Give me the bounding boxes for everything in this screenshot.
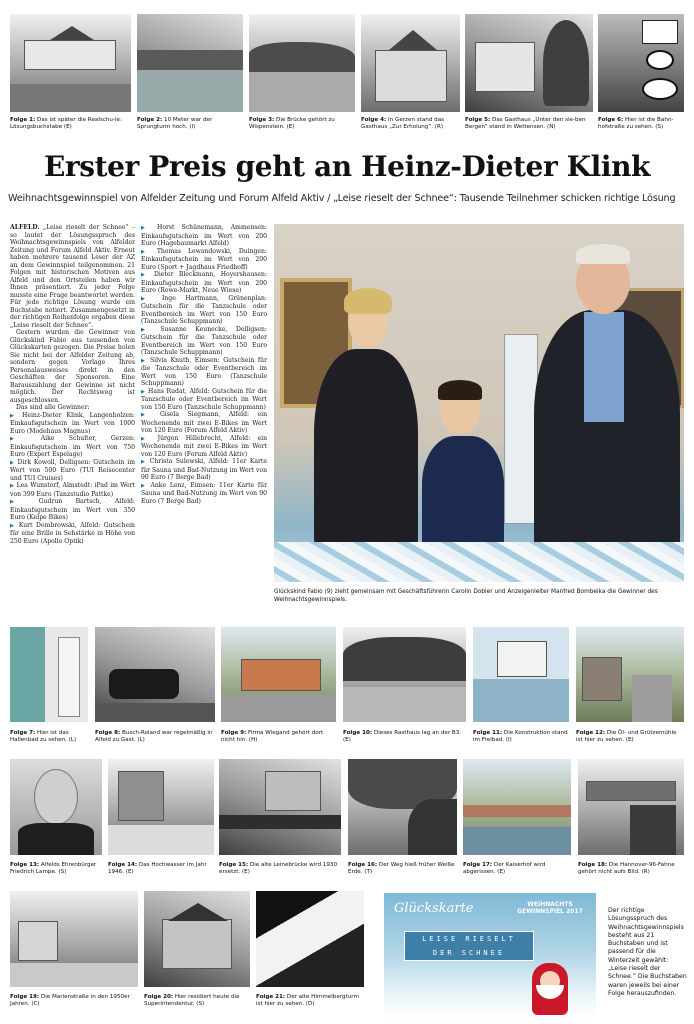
winner-entry: ▶ Hans Rudat, Alfeld: Gutschein für die Tanzschule oder Eventbereich im Wert von 150 Euro (Tanzschule Schuppmann) [141, 387, 267, 411]
winner-entry: ▶ Heinz-Dieter Klink, Langenholzen: Einkaufsgutschein im Wert von 1000 Euro (Modehaus Magnus) [10, 411, 135, 435]
winner-entry: ▶ Susanne Keunecke, Delligsen: Gutschein für die Tanzschule oder Eventbereich im Wert von 150 Euro (Tanzschule Schuppmann) [141, 325, 267, 356]
card-solution-field: LEISE RIESELT DER SCHNEE [404, 931, 534, 961]
winner-entry: ▶ Christa Sulewski, Alfeld: 11er Karte für Sauna und Bad-Nutzung im Wert von 90 Euro (7 Berge Bad) [141, 458, 267, 481]
caption-folge-16: Folge 16: Der Weg hieß früher Weiße Erde. (T) [348, 862, 455, 876]
winner-entry: ▶ Thomas Lewandowski, Duingen: Einkaufsgutschein im Wert von 200 Euro (Sport + Jagdhaus Friedhoff) [141, 247, 267, 271]
winner-entry: ▶ Kurt Dombrowski, Alfeld: Gutschein für eine Brille in Sehstärke in Höhe von 250 Euro (Apollo Optik) [10, 521, 135, 545]
photo-folge-20 [144, 891, 250, 987]
main-photo-winner-draw [274, 224, 684, 582]
subheadline: Weihnachtsgewinnspiel von Alfelder Zeitung und Forum Alfeld Aktiv / „Leise rieselt der Schnee“: Tausende Teilnehmer schicken richtige Lösung [8, 193, 676, 204]
card-badge: WEIHNACHTS GEWINNSPIEL 2017 [517, 901, 583, 915]
winner-entry: ▶ Gudrun Bartsch, Alfeld: Einkaufsgutschein im Wert von 350 Euro (Kelpe Bikes) [10, 498, 135, 521]
photo-folge-13 [10, 759, 102, 855]
photo-folge-14 [108, 759, 214, 855]
photo-folge-1 [10, 14, 131, 112]
winner-entry: ▶ Anke Lenz, Eimsen: 11er Karte für Sauna und Bad-Nutzung im Wert von 90 Euro (7 Berge Bad) [141, 481, 267, 505]
winner-entry: ▶ Gisela Siegmann, Alfeld: ein Wochenende mit zwei E-Bikes im Wert von 120 Euro (Forum Alfeld Aktiv) [141, 411, 267, 434]
photo-folge-8 [95, 627, 215, 722]
photo-folge-19 [10, 891, 138, 987]
santa-illustration [532, 963, 568, 1015]
bookshelf [504, 334, 538, 524]
photo-folge-4 [361, 14, 460, 112]
headline: Erster Preis geht an Heinz-Dieter Klink [43, 150, 651, 183]
photo-folge-12 [576, 627, 684, 722]
caption-folge-6: Folge 6: Hier ist die Bahn-hofstraße zu sehen. (S) [598, 117, 674, 131]
caption-folge-18: Folge 18: Die Hannover-96-Fahne gehört nicht aufs Bild. (R) [578, 862, 675, 876]
main-photo-caption: Glückskind Fabio (9) zieht gemeinsam mit Geschäftsführerin Carolin Dobler und Anzeigenleiter Manfred Bombeika die Gewinner des Weihnachtsgewinnspiels. [274, 589, 658, 603]
caption-folge-20: Folge 20: Hier residiert heute die Superintendentur. (S) [144, 994, 240, 1008]
caption-folge-11: Folge 11: Die Konstruktion stand im Freibad. (I) [473, 730, 568, 744]
article-column-1: ALFELD. „Leise rieselt der Schnee“ – so lautet der Lösungsspruch des Weihnachtsgewinnspiels von Alfelder Zeitung und Forum Alfeld Aktiv. Erneut haben mehrere tausend Leser der AZ an dem Gewinnspiel teilgenommen. 21 Folgen mit historischen Motiven aus Alfeld und den Ortsteilen haben wir Ihnen präsentiert. Zu jeder Folge musste eine Frage beantwortet werden. Für jede richtige Lösung wurde ein Buchstabe notiert. Zusammengesetzt in der richtigen Reihenfolge ergaben diese „Leise rieselt der Schnee“. Gestern wurden die Gewinner von Glückskind Fabio aus tausenden von Glückskarten gezogen. Die Preise holen Sie nicht bei der Alfelder Zeitung ab, sondern gegen Vorlage Ihres Personalausweises direkt in den Geschäften der Sponsoren. Eine Barauszahlung der Gewinne ist nicht möglich. Der Rechtsweg ist ausgeschlossen. Das sind alle Gewinner: ▶ Heinz-Dieter Klink, Langenholzen: Einkaufsgutschein im Wert von 1000 Euro (Modehaus Magnus) ▶ Aike Schulter, Gerzen: Einkaufsgutschein im Wert von 750 Euro (Expert Espelage) ▶ Dirk Kowoll, Delligsen: Gutschein im Wert von 500 Euro (TUI Reisecenter und TUI Cruises) ▶ Lea Wunstorf, Almstedt: iPad im Wert von 399 Euro (Tanzstudio Pattke) ▶ Gudrun Bartsch, Alfeld: Einkaufsgutschein im Wert von 350 Euro (Kelpe Bikes) ▶ Kurt Dombrowski, Alfeld: Gutschein für eine Brille in Sehstärke in Höhe von 250 Euro (Apollo Optik) [10, 224, 135, 545]
ticket-pile [274, 542, 684, 582]
caption-folge-12: Folge 12: Die Öl- und Grützemühle ist hier zu sehen. (E) [576, 730, 677, 744]
caption-folge-17: Folge 17: Der Kaiserhof wird abgerissen. (E) [463, 862, 546, 876]
card-title: Glückskarte [394, 901, 474, 916]
dateline: ALFELD. [10, 224, 40, 231]
winner-entry: ▶ Dirk Kowoll, Delligsen: Gutschein im Wert von 500 Euro (TUI Reisecenter und TUI Cruises) [10, 458, 135, 482]
winner-entry: ▶ Silvia Knuth, Eimsen: Gutschein für die Tanzschule oder Eventbereich im Wert von 150 Euro (Tanzschule Schuppmann) [141, 356, 267, 387]
caption-folge-2: Folge 2: 10 Meter war der Sprungturm hoch. (I) [137, 117, 213, 131]
photo-folge-5 [465, 14, 593, 112]
caption-folge-9: Folge 9: Firma Wiegand gehört dort nicht hin. (H) [221, 730, 324, 744]
photo-folge-9 [221, 627, 336, 722]
photo-folge-3 [249, 14, 355, 112]
caption-folge-10: Folge 10: Dieses Rasthaus lag an der B3. (E) [343, 730, 462, 744]
caption-folge-1: Folge 1: Das ist später die Realschu-le: Lösungsbuchstabe (E) [10, 117, 122, 131]
photo-folge-16 [348, 759, 457, 855]
boy [422, 436, 504, 556]
winner-entry: ▶ Lea Wunstorf, Almstedt: iPad im Wert von 399 Euro (Tanzstudio Pattke) [10, 482, 135, 498]
winner-entry: ▶ Horst Schünemann, Ammensen: Einkaufsgutschein im Wert von 200 Euro (Hagebaumarkt Alfeld) [141, 224, 267, 247]
caption-folge-4: Folge 4: In Gerzen stand das Gasthaus „Zur Erholung“. (R) [361, 117, 445, 131]
caption-folge-19: Folge 19: Die Marienstraße in den 1950er Jahren. (C) [10, 994, 130, 1008]
winner-entry: ▶ Jürgen Hillebrecht, Alfeld: ein Wochenende mit zwei E-Bikes im Wert von 120 Euro (Forum Alfeld Aktiv) [141, 434, 267, 458]
caption-folge-13: Folge 13: Alfelds Ehrenbürger Friedrich Lampe. (S) [10, 862, 97, 876]
photo-folge-6 [598, 14, 684, 112]
winner-entry: ▶ Aike Schulter, Gerzen: Einkaufsgutschein im Wert von 750 Euro (Expert Espelage) [10, 435, 135, 458]
article-column-2 [141, 224, 267, 616]
caption-folge-15: Folge 15: Die alte Leinebrücke wird 1930 ersetzt. (E) [219, 862, 338, 876]
woman [314, 349, 418, 559]
photo-folge-15 [219, 759, 341, 855]
solution-note: Der richtige Lösungsspruch des Weihnachtsgewinnspiels besteht aus 21 Buchstaben und ist passend für die Winterzeit gewählt: „Leise rieselt der Schnee.“ Die Buchstaben waren jeweils bei einer Folge herauszufinden. [608, 907, 687, 997]
caption-folge-5: Folge 5: Das Gasthaus „Unter den sie-ben Bergen“ stand in Wettensen. (N) [465, 117, 586, 131]
caption-folge-14: Folge 14: Das Hochwasser im Jahr 1946. (E) [108, 862, 207, 876]
caption-folge-8: Folge 8: Busch-Roland war regelmäßig in Alfeld zu Gast. (L) [95, 730, 213, 744]
caption-folge-21: Folge 21: Der alte Himmelbergturm ist hier zu sehen. (D) [256, 994, 359, 1008]
photo-folge-21 [256, 891, 364, 987]
photo-folge-10 [343, 627, 466, 722]
photo-folge-7 [10, 627, 88, 722]
winner-entry: ▶ Dieter Bleckmann, Hoyershausen: Einkaufsgutschein im Wert von 200 Euro (Rewe-Markt, Neue Wiese) [141, 271, 267, 294]
photo-folge-17 [463, 759, 571, 855]
photo-folge-2 [137, 14, 243, 112]
winner-entry: ▶ Inge Hartmann, Grünenplan: Gutschein für die Tanzschule oder Eventbereich im Wert von 150 Euro (Tanzschule Schuppmann) [141, 294, 267, 325]
photo-folge-18 [578, 759, 684, 855]
photo-folge-11 [473, 627, 569, 722]
glueckskarte-card [384, 893, 596, 1020]
caption-folge-7: Folge 7: Hier ist das Hallenbad zu sehen. (L) [10, 730, 77, 744]
caption-folge-3: Folge 3: Die Brücke gehört zu Wispenstein. (E) [249, 117, 335, 131]
